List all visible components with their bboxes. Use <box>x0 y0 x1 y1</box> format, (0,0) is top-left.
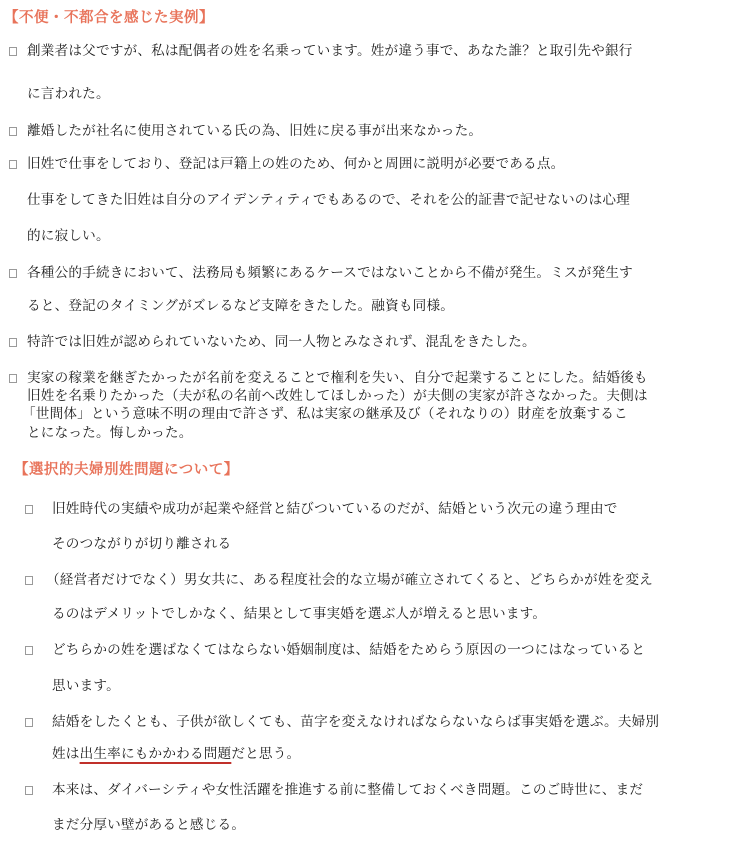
section-heading-separate-surnames: 【選択的夫婦別姓問題について】 <box>14 462 239 478</box>
item-text-line: 的に寂しい。 <box>27 228 110 244</box>
checkbox-icon <box>25 505 33 514</box>
checkbox-icon <box>25 718 33 727</box>
checkbox-icon <box>25 576 33 585</box>
item-text-line: 思います。 <box>52 678 120 694</box>
item-text-line: ると、登記のタイミングがズレるなど支障をきたした。融資も同様。 <box>27 298 455 314</box>
checkbox-icon <box>9 374 17 383</box>
item-text-line: 離婚したが社名に使用されている氏の為、旧姓に戻る事が出来なかった。 <box>27 123 483 139</box>
underlined-text: 姓は出生率にもかかわる問題だと思う。 <box>52 746 301 762</box>
item-text-line: そのつながりが切り離される <box>52 536 232 552</box>
item-text-line: 創業者は父ですが、私は配偶者の姓を名乗っています。姓が違う事で、あなた誰？と取引先や銀行 <box>27 43 633 59</box>
underlined-phrase: 出生率にもかかわる問題 <box>79 746 232 762</box>
item-text-line: とになった。悔しかった。 <box>27 425 193 441</box>
item-text-line: 結婚をしたくとも、子供が欲しくても、苗字を変えなければならないならば事実婚を選ぶ。夫婦別 <box>52 714 660 730</box>
checkbox-icon <box>9 338 17 347</box>
item-text-line: （経営者だけでなく）男女共に、ある程度社会的な立場が確立されてくると、どちらかが姓を変え <box>46 572 653 588</box>
item-text-line: に言われた。 <box>27 86 110 102</box>
item-text-line: 旧姓時代の実績や成功が起業や経営と結びついているのだが、結婚という次元の違う理由で <box>52 501 618 517</box>
item-text-line: 仕事をしてきた旧姓は自分のアイデンティティでもあるので、それを公的証書で記せないのは心理 <box>27 192 630 208</box>
item-text-line: 特許では旧姓が認められていないため、同一人物とみなされず、混乱をきたした。 <box>27 334 536 350</box>
item-text-line-with-underline <box>52 746 300 763</box>
checkbox-icon <box>9 127 17 136</box>
item-text-line: 「世間体」という意味不明の理由で許さず、私は実家の継承及び（それなりの）財産を放棄するこ <box>22 406 628 422</box>
checkbox-icon <box>25 646 33 655</box>
checkbox-icon <box>9 160 17 169</box>
item-text-line: 実家の稼業を継ぎたかったが名前を変えることで権利を失い、自分で起業することにした。結婚後も <box>27 370 648 386</box>
section-heading-inconvenience: 【不便・不都合を感じた実例】 <box>4 10 214 26</box>
item-text-line: 旧姓を名乗りたかった（夫が私の名前へ改姓してほしかった）が夫側の実家が許さなかった。夫側は <box>27 388 648 404</box>
item-text-line: 各種公的手続きにおいて、法務局も頻繁にあるケースではないことから不備が発生。ミスが発生す <box>27 265 633 281</box>
checkbox-icon <box>25 786 33 795</box>
item-text-line: 本来は、ダイバーシティや女性活躍を推進する前に整備しておくべき問題。このご時世に、まだ <box>52 782 644 798</box>
item-text-line: 旧姓で仕事をしており、登記は戸籍上の姓のため、何かと周囲に説明が必要である点。 <box>27 156 565 172</box>
checkbox-icon <box>9 269 17 278</box>
item-text-line: るのはデメリットでしかなく、結果として事実婚を選ぶ人が増えると思います。 <box>52 606 547 622</box>
item-text-line: まだ分厚い壁があると感じる。 <box>52 817 246 833</box>
item-text-line: どちらかの姓を選ばなくてはならない婚姻制度は、結婚をためらう原因の一つにはなっていると <box>52 642 646 658</box>
checkbox-icon <box>9 47 17 56</box>
